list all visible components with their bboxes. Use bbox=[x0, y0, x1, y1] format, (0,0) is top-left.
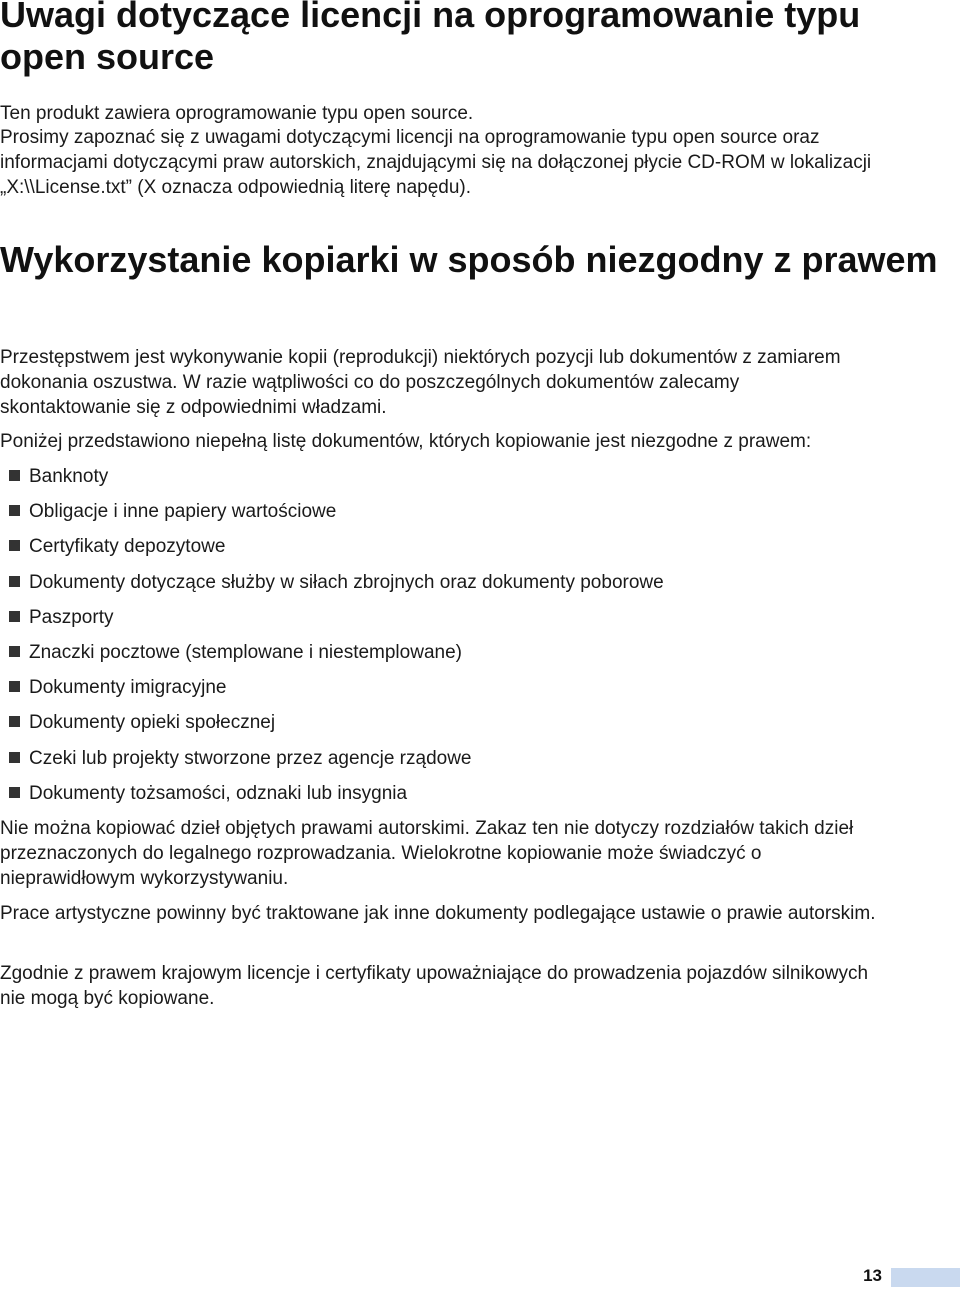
list-item bbox=[0, 570, 664, 605]
license-paragraph-2: Prosimy zapoznać się z uwagami dotyczącymi licencji na oprogramowanie typu open source oraz informacjami dotyczącymi praw autorskich, znajdującymi się na dołączonej płycie CD-ROM w lokalizacji „X:\\License.txt” (X oznacza odpowiednią literę napędu). bbox=[0, 127, 872, 198]
license-paragraph-1: Ten produkt zawiera oprogramowanie typu open source. bbox=[0, 103, 474, 124]
list-item bbox=[0, 640, 664, 675]
page-tab-marker bbox=[891, 1268, 960, 1287]
square-bullet-icon bbox=[9, 505, 20, 516]
art-paragraph: Prace artystyczne powinny być traktowane jak inne dokumenty podlegające ustawie o prawie autorskim. bbox=[0, 903, 876, 924]
list-item-label: Obligacje i inne papiery wartościowe bbox=[29, 501, 337, 523]
vehicle-license-paragraph: Zgodnie z prawem krajowym licencje i certyfikaty upoważniające do prowadzenia pojazdów silnikowych nie mogą być kopiowane. bbox=[0, 963, 869, 1009]
list-item bbox=[0, 675, 664, 710]
copying-paragraph-1: Przestępstwem jest wykonywanie kopii (reprodukcji) niektórych pozycji lub dokumentów z zamiarem dokonania oszustwa. W razie wątpliwości co do poszczególnych dokumentów zalecamy skontaktowanie się z odpowiednimi władzami. bbox=[0, 347, 841, 418]
copyright-paragraph: Nie można kopiować dzieł objętych prawami autorskimi. Zakaz ten nie dotyczy rozdziałów takich dzieł przeznaczonych do legalnego rozprowadzania. Wielokrotne kopiowanie może świadczyć o nieprawidłowym wykorzystywaniu. bbox=[0, 818, 854, 889]
list-item-label: Czeki lub projekty stworzone przez agencje rządowe bbox=[29, 747, 472, 769]
square-bullet-icon bbox=[9, 646, 20, 657]
list-item-label: Dokumenty opieki społecznej bbox=[29, 712, 276, 734]
square-bullet-icon bbox=[9, 716, 20, 727]
list-item-label: Certyfikaty depozytowe bbox=[29, 536, 226, 558]
list-intro: Poniżej przedstawiono niepełną listę dokumentów, których kopiowanie jest niezgodne z prawem: bbox=[0, 431, 812, 452]
list-item bbox=[0, 781, 664, 816]
square-bullet-icon bbox=[9, 681, 20, 692]
page-number: 13 bbox=[863, 1266, 882, 1285]
list-item bbox=[0, 605, 664, 640]
license-section-title: Uwagi dotyczące licencji na oprogramowanie typu open source bbox=[0, 0, 861, 77]
square-bullet-icon bbox=[9, 787, 20, 798]
list-item bbox=[0, 534, 664, 569]
list-item-label: Dokumenty tożsamości, odznaki lub insygnia bbox=[29, 782, 408, 804]
list-item-label: Znaczki pocztowe (stemplowane i niestemplowane) bbox=[29, 641, 462, 663]
copying-section-title: Wykorzystanie kopiarki w sposób niezgodny z prawem bbox=[0, 239, 938, 280]
square-bullet-icon bbox=[9, 540, 20, 551]
square-bullet-icon bbox=[9, 611, 20, 622]
list-item bbox=[0, 464, 664, 499]
list-item-label: Dokumenty dotyczące służby w siłach zbrojnych oraz dokumenty poborowe bbox=[29, 571, 664, 593]
square-bullet-icon bbox=[9, 752, 20, 763]
list-item bbox=[0, 746, 664, 781]
list-item-label: Dokumenty imigracyjne bbox=[29, 677, 227, 699]
list-item-label: Paszporty bbox=[29, 606, 114, 628]
square-bullet-icon bbox=[9, 576, 20, 587]
square-bullet-icon bbox=[9, 470, 20, 481]
prohibited-documents-list bbox=[0, 464, 664, 816]
list-item bbox=[0, 710, 664, 745]
list-item-label: Banknoty bbox=[29, 466, 109, 487]
list-item bbox=[0, 499, 664, 534]
